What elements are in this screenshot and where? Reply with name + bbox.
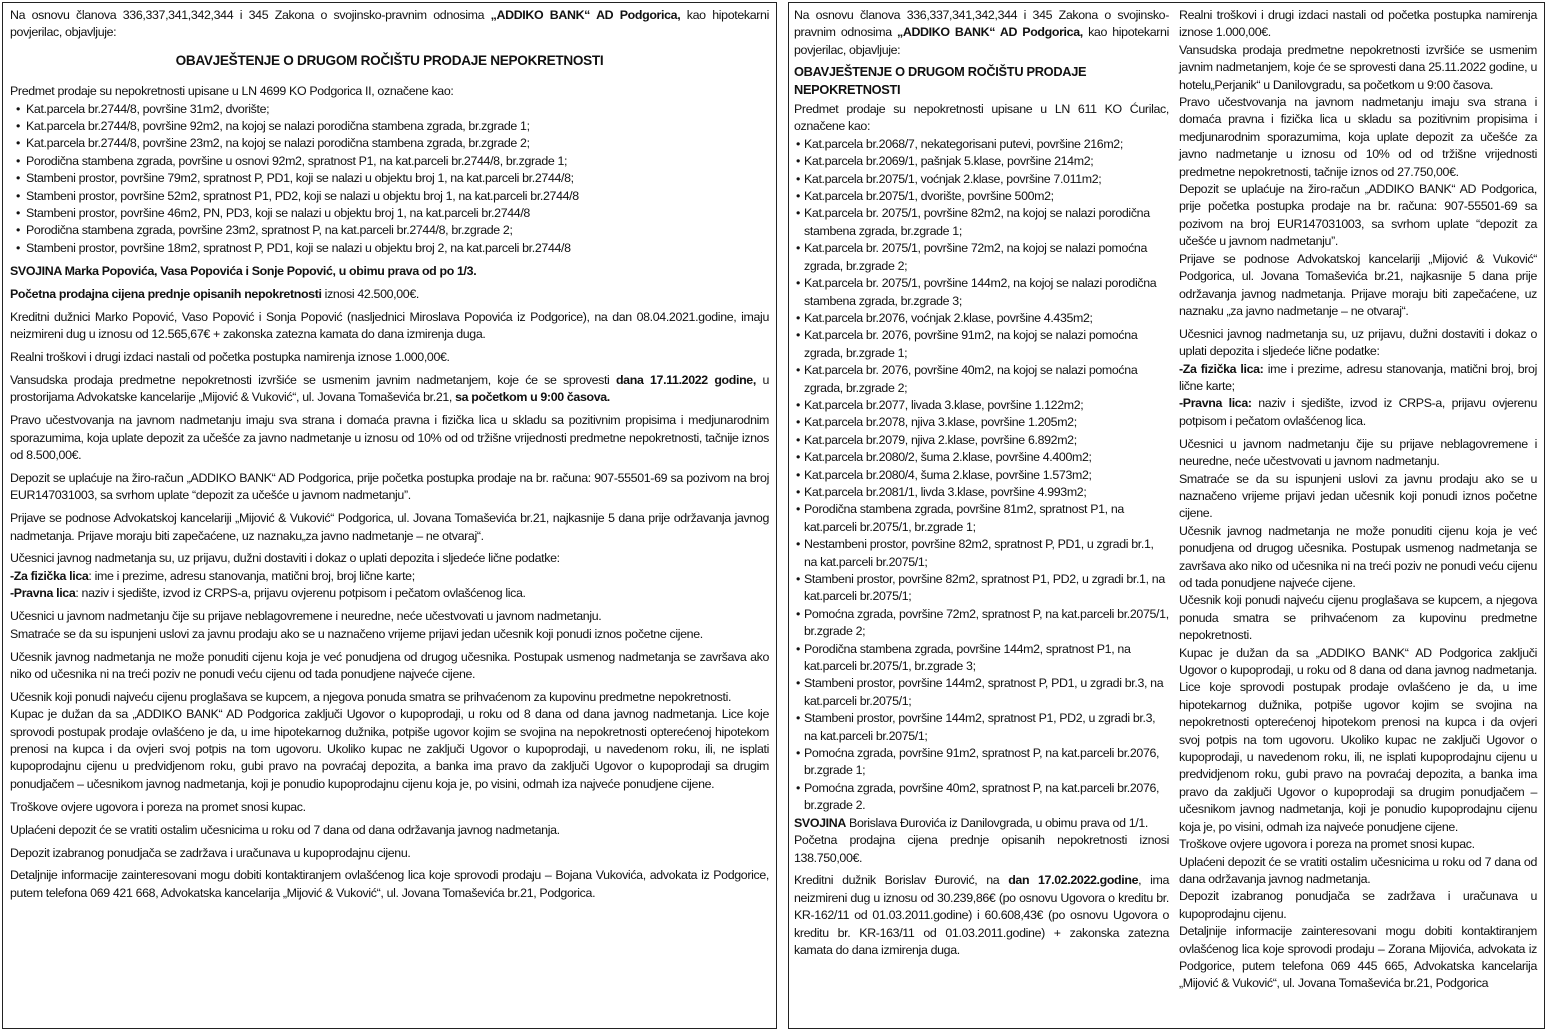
fees: Troškove ovjere ugovora i poreza na promet snosi kupac. [10, 799, 306, 814]
valid-conditions: Smatraće se da su ispunjeni uslovi za javnu prodaju ako se u naznačeno vrijeme prijavi jedan učesnik koji ponudi iznos početne cijene. [10, 626, 703, 641]
natural-text: : ime i prezime, adresu stanovanja, matični broj, broj lične karte; [88, 568, 415, 583]
winner: Učesnik koji ponudi najveću cijenu proglašava se kupcem, a njegova ponuda smatra se prihvaćenom za kupovinu predmetne nepokretnosti. [10, 689, 732, 704]
incomplete-applications: Učesnici u javnom nadmetanju čije su prijave neblagovremene i neuredne, neće učestvovati u javnom nadmetanju. [1179, 436, 1537, 469]
debtor-amount: , ima neizmireni dug u iznosu od 30.239,86€ (po osnovu Ugovora o kreditu br. KR-162/11 od 01.03.2011.godine) i 60.608,43€ (po osnovu Ugovora o kreditu br. KR-163/11 od 01.03.2011.godine) + zakonska zatezna kamata do dana izmirenja duga. [794, 873, 1170, 958]
fees: Troškove ovjere ugovora i poreza na promet snosi kupac. [1179, 837, 1475, 852]
list-item: • Porodična stambena zgrada, površine u osnovi 92m2, spratnost P1, na kat.parceli br.2744/8, br.zgrade 1; [16, 153, 769, 170]
applications: Prijave se podnose Advokatskoj kancelariji „Mijović & Vuković“ Podgorica, ul. Jovana Tomaševića br.21, najkasnije 5 dana prije održavanja javnog nadmetanja. Prijave moraju biti zapečaćene, uz naznaku „za javno nadmetanje – ne otvaraj“. [1179, 251, 1537, 318]
list-item: • Kat.parcela br.2080/4, šuma 2.klase, površine 1.573m2; [796, 467, 1169, 484]
price-value: iznosi 42.500,00€. [321, 286, 419, 301]
legal-persons [10, 585, 769, 602]
docs-intro: Učesnici javnog nadmetanja su, uz prijavu, dužni dostaviti i dokaz o uplati depozita i sljedeće lične podatke: [1179, 326, 1537, 359]
ownership [794, 815, 1169, 832]
list-item: • Pomoćna zgrada, površine 40m2, spratnost P, na kat.parceli br.2076, br.zgrade 2. [796, 780, 1169, 815]
list-item: • Kat.parcela br.2078, njiva 3.klase, površine 1.205m2; [796, 414, 1169, 431]
list-item: • Kat.parcela br.2744/8, površine 31m2, dvorište; [16, 101, 769, 118]
list-item: • Kat.parcela br.2077, livada 3.klase, površine 1.122m2; [796, 397, 1169, 414]
list-item: • Stambeni prostor, površine 144m2, spratnost P1, PD2, u zgradi br.3, na kat.parceli br.2075/1; [796, 710, 1169, 745]
contract: Kupac je dužan da sa „ADDIKO BANK“ AD Podgorica zaključi Ugovor o kupoprodaji, u roku od 8 dana od dana javnog nadmetanja. Lice koje sprovodi postupak prodaje ovlašćeno je da, u ime hipotekarnog dužnika, potpiše ugovor kojim se svojina na nepokretnosti opterećenoj hipotekom prenosi na kupca i da ovjeri svoj potpis na tom ugovoru. Ukoliko kupac ne zaključi Ugovor o kupoprodaji, u navedenom roku, ili, ne isplati kupoprodajnu cijenu u predvidjenom roku, gubi pravo na povraćaj depozita, a banka ima pravo da zaključi Ugovor o kupoprodaji sa drugim ponudjačem – učesnikom javnog nadmetanja, koji je ponudio kupoprodajnu cijenu koja je, po visini, odmah iza najveće ponudjene cijene. [1179, 645, 1537, 834]
participation: Pravo učestvovanja na javnom nadmetanju imaju sva strana i domaća pravna i fizička lica u skladu sa pozitivnim propisima i medjunarodnim sporazumima, koja uplate depozit za učešće za javno nadmetanje u iznosu od 10% od od tržišne vrijednosti predmetne nepokretnosti, tačnije iznos od 8.500,00€. [10, 413, 769, 462]
list-item: • Kat.parcela br.2744/8, površine 92m2, na kojoj se nalazi porodična stambena zgrada, br.zgrade 1; [16, 118, 769, 135]
sale-text: Vansudska prodaja predmetne nepokretnosti izvršiće se usmenim javnim nadmetanjem, koje će se sprovesti [10, 372, 616, 387]
bidding-rules: Učesnik javnog nadmetanja ne može ponuditi cijenu koja je već ponudjena od drugog učesnika. Postupak usmenog nadmetanja se završava ako niko od učesnika ni na treći poziv ne ponudi veću cijenu od tada ponudjene najveće cijene. [1179, 523, 1537, 590]
list-item: • Porodična stambena zgrada, površine 23m2, spratnost P, na kat.parceli br.2744/8, br.zgrade 2; [16, 222, 769, 239]
participation: Pravo učestvovanja na javnom nadmetanju imaju sva strana i domaća pravna i fizička lica u skladu sa pozitivnim propisima i medjunarodnim sporazumima, koja uplate depozit za učešće za javno nadmetanje u iznosu od 10% od od tržišne vrijednosti predmetne nepokretnosti, tačnije iznos od 27.750,00€. [1179, 95, 1537, 179]
legal-persons [1179, 395, 1537, 430]
refund: Uplaćeni depozit će se vratiti ostalim učesnicima u roku od 7 dana od dana održavanja javnog nadmetanja. [1179, 854, 1537, 886]
deposit: Depozit se uplaćuje na žiro-račun „ADDIKO BANK“ AD Podgorica, prije početka postupka prodaje na br. računa: 907-55501-69 sa pozivom na broj EUR147031003, sa svrhom uplate “depozit za učešće u javnom nadmetanju”. [1179, 182, 1537, 249]
contact-info: Detaljnije informacije zainteresovani mogu dobiti kontaktiranjem ovlašćenog lica koje sprovodi prodaju – Zorana Mijovića, advokata iz Podgorice, putem telefona 069 445 665, Advokatska kancelarija „Mijović & Vuković“, ul. Jovana Tomaševića br.21, Podgorica [1179, 924, 1537, 991]
refund: Uplaćeni depozit će se vratiti ostalim učesnicima u roku od 7 dana od dana održavanja javnog nadmetanja. [10, 822, 560, 837]
bank-name: „ADDIKO BANK“ AD Podgorica, [897, 25, 1083, 40]
sale-location: u prostorijama Advokatske kancelarije „Mijović & Vuković“, ul. Jovana Tomaševića br.21, [10, 372, 770, 405]
list-item: • Stambeni prostor, površine 144m2, spratnost P, PD1, u zgradi br.3, na kat.parceli br.2075/1; [796, 675, 1169, 710]
costs: Realni troškovi i drugi izdaci nastali od početka postupka namirenja iznose 1.000,00€. [1179, 8, 1537, 40]
notice-right [788, 2, 1545, 1029]
legal-label: -Pravna lica [10, 586, 76, 601]
natural-persons [10, 568, 769, 585]
deposit: Depozit se uplaćuje na žiro-račun „ADDIKO BANK“ AD Podgorica, prije početka postupka prodaje na br. računa: 907-55501-69 sa pozivom na broj EUR147031003, sa svrhom uplate “depozit za učešće u javnom nadmetanju”. [10, 470, 769, 503]
costs: Realni troškovi i drugi izdaci nastali od početka postupka namirenja iznose 1.000,00€. [10, 349, 450, 364]
list-item: • Kat.parcela br.2075/1, voćnjak 2.klase, površine 7.011m2; [796, 171, 1169, 188]
retained-deposit: Depozit izabranog ponudjača se zadržava i uračunava u kupoprodajnu cijenu. [10, 845, 411, 860]
list-item: • Kat.parcela br.2744/8, površine 23m2, na kojoj se nalazi porodična stambena zgrada, br.zgrade 2; [16, 135, 769, 152]
list-item: • Kat.parcela br.2068/7, nekategorisani putevi, površine 216m2; [796, 136, 1169, 153]
sale-time: sa početkom u 9:00 časova. [455, 390, 610, 405]
list-item: • Stambeni prostor, površine 82m2, spratnost P1, PD2, u zgradi br.1, na kat.parceli br.2075/1; [796, 571, 1169, 606]
ownership-label: SVOJINA [794, 815, 846, 830]
legal-label: -Pravna lica: [1179, 396, 1252, 411]
list-item: • Porodična stambena zgrada, površine 81m2, spratnost P1, na kat.parceli br.2075/1, br.zgrade 1; [796, 501, 1169, 536]
list-item: • Pomoćna zgrada, površine 72m2, spratnost P, na kat.parceli br.2075/1, br.zgrade 2; [796, 606, 1169, 641]
starting-price [10, 286, 769, 303]
list-item: • Porodična stambena zgrada, površine 144m2, spratnost P1, na kat.parceli br.2075/1, br.zgrade 3; [796, 641, 1169, 676]
list-item: • Kat.parcela br. 2075/1, površine 144m2, na kojoj se nalazi porodična stambena zgrada, br.zgrade 3; [796, 275, 1169, 310]
contact-info: Detaljnije informacije zainteresovani mogu dobiti kontaktiranjem ovlašćenog lica koje sprovodi prodaju – Bojana Vukovića, advokata iz Podgorice, putem telefona 069 421 668, Advokatska kancelarija „Mijović & Vuković“, ul. Jovana Tomaševića br.21, Podgorica. [10, 868, 769, 900]
retained-deposit: Depozit izabranog ponudjača se zadržava i uračunava u kupoprodajnu cijenu. [1179, 889, 1537, 921]
notice-right-column-2 [1179, 7, 1537, 993]
list-item: • Kat.parcela br.2076, voćnjak 2.klase, površine 4.435m2; [796, 310, 1169, 327]
list-item: • Stambeni prostor, površine 18m2, spratnost P, PD1, koji se nalazi u objektu broj 2, na kat.parceli br.2744/8 [16, 240, 769, 257]
natural-label: -Za fizička lica [10, 568, 89, 583]
intro-text-end: kao hipotekarni povjerilac, objavljuje: [10, 8, 769, 40]
list-item: • Pomoćna zgrada, površine 91m2, spratnost P, na kat.parceli br.2076, br.zgrade 1; [796, 745, 1169, 780]
starting-price: Početna prodajna cijena prednje opisanih nepokretnosti iznosi 138.750,00€. [794, 833, 1169, 865]
legal-text: naziv i sjedište, izvod iz CRPS-a, prijavu ovjerenu potpisom i pečatom ovlašćenog lica. [1179, 396, 1538, 428]
natural-label: -Za fizička lica: [1179, 361, 1264, 376]
list-item: • Kat.parcela br. 2075/1, površine 82m2, na kojoj se nalazi porodična stambena zgrada, br.zgrade 1; [796, 205, 1169, 240]
sale-info [10, 372, 769, 407]
list-item: • Kat.parcela br. 2076, površine 40m2, na kojoj se nalazi pomoćna zgrada, br.zgrade 2; [796, 362, 1169, 397]
valid-conditions: Smatraće se da su ispunjeni uslovi za javnu prodaju ako se u naznačeno vrijeme prijavi jedan učesnik koji ponudi iznos početne cijene. [1179, 471, 1537, 521]
contract: Kupac je dužan da sa „ADDIKO BANK“ AD Podgorica zaključi Ugovor o kupoprodaji, u roku od 8 dana od dana javnog nadmetanja. Lice koje sprovodi postupak prodaje ovlašćeno je da, u ime hipotekarnog dužnika, potpiše ugovor kojim se svojina na nepokretnosti opterećenoj hipotekom prenosi na kupca i da ovjeri svoj potpis na tom ugovoru. Ukoliko kupac ne zaključi Ugovor o kupoprodaji, u navedenom roku, ili, ne isplati kupoprodajnu cijenu u predvidjenom roku, gubi pravo na povraćaj depozita, a banka ima pravo da zaključi Ugovor o kupoprodaji sa drugim ponudjačem – učesnikom javnog nadmetanja, koji je ponudio kupoprodajnu cijenu koja je, po visini, odmah iza najveće ponudjene cijene. [10, 707, 769, 791]
debtor-text: Kreditni dužnik Borislav Ðurović, na [794, 873, 1009, 888]
notice-left [2, 2, 777, 1029]
natural-persons [1179, 361, 1537, 396]
incomplete-applications: Učesnici u javnom nadmetanju čije su prijave neblagovremene i neuredne, neće učestvovati u javnom nadmetanju. [10, 609, 602, 624]
intro-text: Na osnovu članova 336,337,341,342,344 i 345 Zakona o svojinsko-pravnim odnosima [794, 8, 1169, 40]
list-item: • Kat.parcela br. 2076, površine 91m2, na kojoj se nalazi pomoćna zgrada, br.zgrade 1; [796, 327, 1169, 362]
price-label: Početna prodajna cijena prednje opisanih nepokretnosti [10, 286, 322, 301]
list-item: • Stambeni prostor, površine 79m2, spratnost P, PD1, koji se nalazi u objektu broj 1, na kat.parceli br.2744/8; [16, 170, 769, 187]
list-item: • Kat.parcela br.2075/1, dvorište, površine 500m2; [796, 188, 1169, 205]
parcel-list [10, 101, 769, 258]
list-item: • Kat.parcela br.2080/2, šuma 2.klase, površine 4.400m2; [796, 449, 1169, 466]
natural-text: ime i prezime, adresu stanovanja, matični broj, broj lične karte; [1179, 361, 1537, 394]
debtors: Kreditni dužnici Marko Popović, Vaso Popović i Sonja Popović (nasljednici Miroslava Popovića iz Podgorice), na dan 08.04.2021.godine, imaju neizmireni dug u iznosu od 12.565,67€ + zakonska zatezna kamata do dana izmirenja duga. [10, 309, 769, 341]
intro-text: Na osnovu članova 336,337,341,342,344 i 345 Zakona o svojinsko-pravnim odnosima [10, 8, 491, 22]
list-item: • Kat.parcela br.2081/1, livda 3.klase, površine 4.993m2; [796, 484, 1169, 501]
subject: Predmet prodaje su nepokretnosti upisane u LN 611 KO Ćurilac, označene kao: [794, 102, 1169, 134]
ownership: SVOJINA Marka Popovića, Vasa Popovića i Sonje Popović, u obimu prava od po 1/3. [10, 263, 477, 278]
intro-text-end: kao hipotekarni povjerilac, objavljuje: [794, 25, 1169, 57]
list-item: • Nestambeni prostor, površine 82m2, spratnost P, PD1, u zgradi br.1, na kat.parceli br.2075/1; [796, 536, 1169, 571]
list-item: • Kat.parcela br.2069/1, pašnjak 5.klase, površine 214m2; [796, 153, 1169, 170]
list-item: • Kat.parcela br. 2075/1, površine 72m2, na kojoj se nalazi pomoćna zgrada, br.zgrade 2; [796, 240, 1169, 275]
intro [10, 7, 769, 42]
sale-info: Vansudska prodaja predmetne nepokretnosti izvršiće se usmenim javnim nadmetanjem, koje će se sprovesti dana 25.11.2022 godine, u hotelu„Perjanik“ u Danilovgradu, sa početkom u 9:00 časova. [1179, 42, 1537, 92]
list-item: • Stambeni prostor, površine 46m2, PN, PD3, koji se nalazi u objektu broj 1, na kat.parceli br.2744/8 [16, 205, 769, 222]
list-item: • Kat.parcela br.2079, njiva 2.klase, površine 6.892m2; [796, 432, 1169, 449]
applications: Prijave se podnose Advokatskoj kancelariji „Mijović & Vuković“ Podgorica, ul. Jovana Tomaševića br.21, najkasnije 5 dana prije održavanja javnog nadmetanja. Prijave moraju biti zapečaćene, uz naznaku„za javno nadmetanje – ne otvaraj“. [10, 511, 769, 543]
subject: Predmet prodaje su nepokretnosti upisane u LN 4699 KO Podgorica II, označene kao: [10, 84, 454, 99]
debtor-date: dan 17.02.2022.godine [1008, 873, 1139, 888]
winner: Učesnik koji ponudi najveću cijenu proglašava se kupcem, a njegova ponuda smatra se prihvaćenom za kupovinu predmetne nepokretnosti. [1179, 593, 1537, 643]
bidding-rules: Učesnik javnog nadmetanja ne može ponuditi cijenu koja je već ponudjena od drugog učesnika. Postupak usmenog nadmetanja se završava ako niko od učesnika ni na treći poziv ne ponudi veću cijenu od tada ponudjene najveće cijene. [10, 649, 769, 681]
notice-title: OBAVJEŠTENJE O DRUGOM ROČIŠTU PRODAJE NEPOKRETNOSTI [175, 52, 604, 68]
ownership-text: Borislava Ðurovića iz Danilovgrada, u obimu prava od 1/1. [845, 815, 1148, 830]
list-item: • Stambeni prostor, površine 52m2, spratnost P1, PD2, koji se nalazi u objektu broj 1, na kat.parceli br.2744/8 [16, 188, 769, 205]
debtor [794, 872, 1169, 959]
legal-text: : naziv i sjedište, izvod iz CRPS-a, prijavu ovjerenu potpisom i pečatom ovlašćenog lica. [75, 586, 526, 601]
notice-title: OBAVJEŠTENJE O DRUGOM ROČIŠTU PRODAJE NEPOKRETNOSTI [794, 64, 1087, 97]
parcel-list [794, 136, 1169, 815]
intro [794, 7, 1169, 59]
bank-name: „ADDIKO BANK“ AD Podgorica, [490, 8, 681, 22]
notice-right-column-1 [794, 7, 1169, 959]
docs-intro: Učesnici javnog nadmetanja su, uz prijavu, dužni dostaviti i dokaz o uplati depozita i sljedeće lične podatke: [10, 551, 560, 566]
sale-date: dana 17.11.2022 godine, [615, 372, 756, 387]
